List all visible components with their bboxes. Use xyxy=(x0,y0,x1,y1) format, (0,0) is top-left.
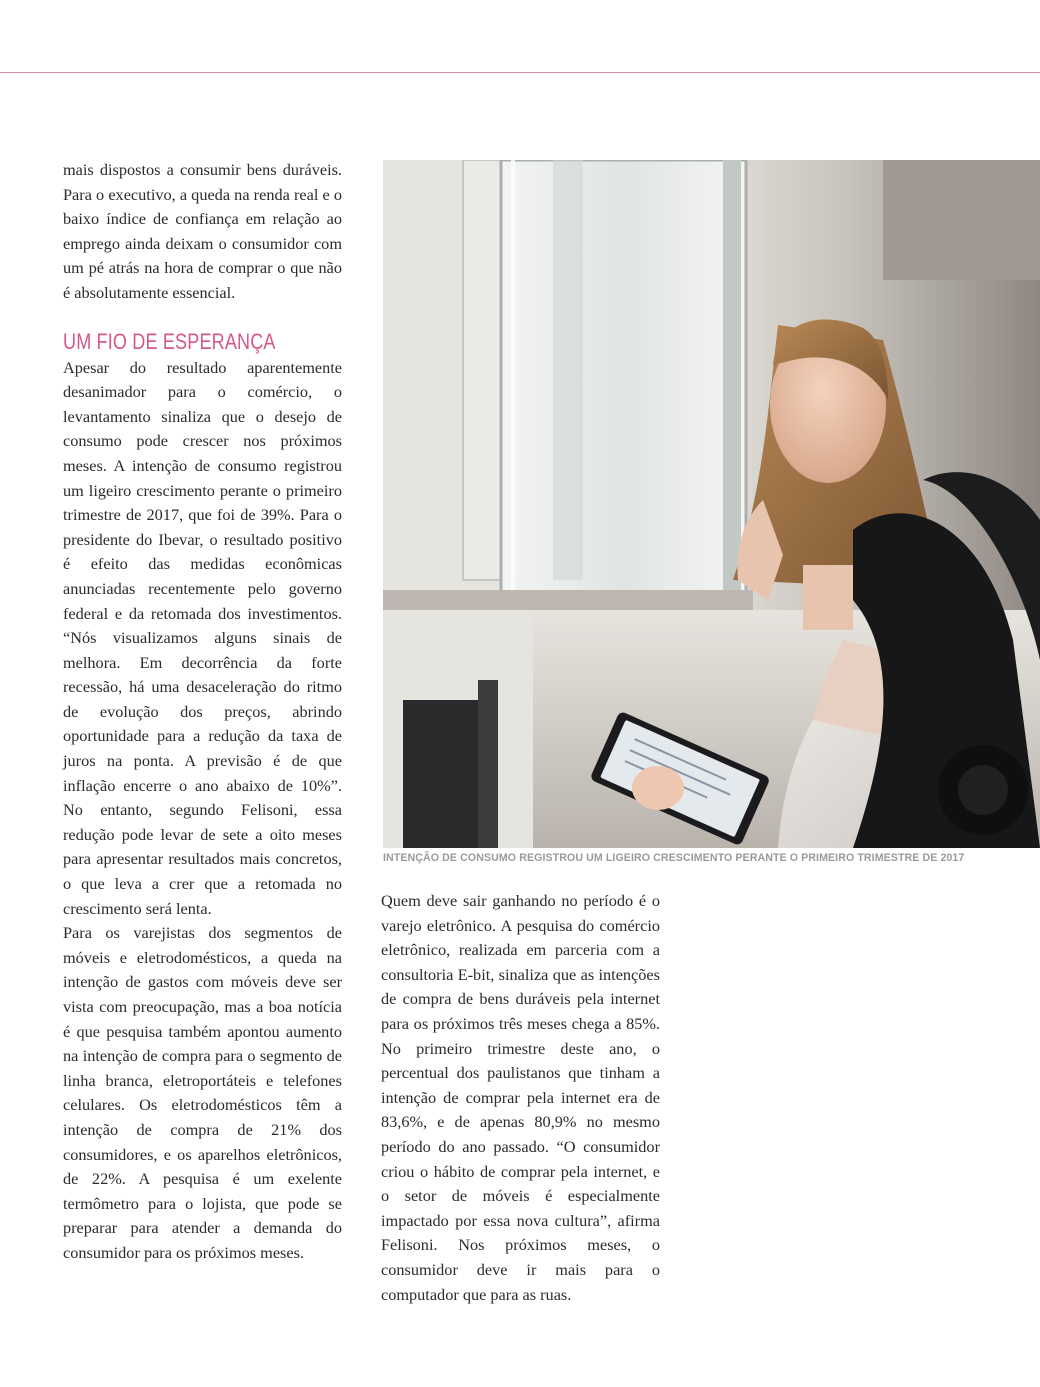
woman-with-tablet-photo xyxy=(383,160,1040,848)
header-rule xyxy=(0,72,1040,73)
article-photo xyxy=(383,160,1040,848)
body-paragraph: Apesar do resultado aparentemente desanimador para o comércio, o levantamento sinaliza que o desejo de consumo pode crescer nos próximos meses. A intenção de consumo registrou um ligeiro crescimento perante o primeiro trimestre de 2017, que foi de 39%. Para o presidente do Ibevar, o resultado positivo é efeito das medidas econômicas anunciadas recentemente pelo governo federal e da retomada dos investimentos. “Nós visualizamos alguns sinais de melhora. Em decorrência da forte recessão, há uma desaceleração do ritmo de evolução dos preços, abrindo oportunidade para a redução da taxa de juros na ponta. A previsão é de que inflação encerre o ano abaixo de 10%”. No entanto, segundo Felisoni, essa redução pode levar de sete a oito meses para apresentar resultados mais concretos, o que leva a crer que a retomada no crescimento será lenta. xyxy=(63,357,342,918)
article-column-left xyxy=(63,158,342,1266)
body-paragraph: Para os varejistas dos segmentos de móveis e eletrodomésticos, a queda na intenção de gastos com móveis deve ser vista com preocupação, mas a boa notícia é que pesquisa também apontou aumento na intenção de compra para o segmento de linha branca, eletroportáteis e telefones celulares. Os eletrodomésticos têm a intenção de compra de 21% dos consumidores, e os aparelhos eletrônicos, de 22%. A pesquisa é um exelente termômetro para o lojista, que pode se preparar para atender a demanda do consumidor para os próximos meses. xyxy=(63,923,342,1262)
intro-paragraph: mais dispostos a consumir bens duráveis. Para o executivo, a queda na renda real e o baixo índice de confiança em relação ao emprego ainda deixam o consumidor com um pé atrás na hora de comprar o que não é absolutamente essencial. xyxy=(63,160,342,302)
photo-caption: INTENÇÃO DE CONSUMO REGISTROU UM LIGEIRO CRESCIMENTO PERANTE O PRIMEIRO TRIMESTRE DE 2017 xyxy=(383,852,965,864)
article-column-right xyxy=(381,889,660,1307)
section-heading: UM FIO DE ESPERANÇA xyxy=(63,328,276,354)
body-paragraph: Quem deve sair ganhando no período é o varejo eletrônico. A pesquisa do comércio eletrônico, realizada em parceria com a consultoria E-bit, sinaliza que as intenções de compra de bens duráveis pela internet para os próximos três meses chega a 85%. No primeiro trimestre deste ano, o percentual dos paulistanos que tinham a intenção de comprar pela internet era de 83,6%, e de apenas 80,9% no mesmo período do ano passado. “O consumidor criou o hábito de comprar pela internet, e o setor de móveis é especialmente impactado por essa nova cultura”, afirma Felisoni. Nos próximos meses, o consumidor deve ir mais para o computador que para as ruas. xyxy=(381,891,660,1304)
